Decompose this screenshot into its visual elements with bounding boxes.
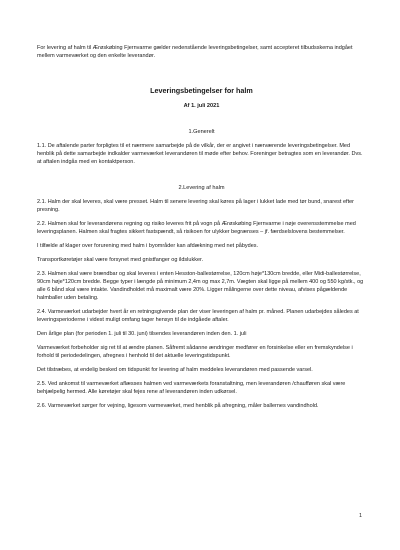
section-delivery bbox=[37, 184, 366, 410]
paragraph-2-2-transport: Transportkøretøjer skal være forsynet med gnistfanger og ildslukker. bbox=[37, 257, 204, 263]
section-general bbox=[37, 128, 366, 166]
section-heading: 2.Levering af halm bbox=[178, 185, 225, 191]
paragraph-2-2-complaints: I tilfælde af klager over forurening med halm i byområder kan afdækning med net påbydes. bbox=[37, 243, 259, 249]
paragraph-2-4-annual-plan: Den årlige plan (for perioden 1. juli til 30. juni) tilsendes leverandøren inden den. 1. juli bbox=[37, 331, 247, 337]
paragraph-2-6: 2.6. Varmeværket sørger for vejning, ligesom varmeværket, med henblik på afregning, måler ballernes vandindhold. bbox=[37, 403, 319, 409]
document-date: Af 1. juli 2021 bbox=[183, 103, 220, 109]
intro-paragraph: For levering af halm til Ærøskøbing Fjernvarme gælder nedenstående leveringsbetingelser, samt accepteret tilbudsskema indgået mellem varmeværket og den enkelte leverandør. bbox=[37, 45, 353, 59]
paragraph-2-3: 2.3. Halmen skal være brændbar og skal leveres i enten Hesston-ballestørrelse, 120cm høje*130cm bredde, eller Midi-ballestørrelse, 90cm høje*120cm bredde. Begge typer i længde på minimum 2,4m og max 2,7m. Vægten skal ligge på mellem 400 og 550 kg/stk., og alle 6 bånd skal være intakte. Vandindholdet må maximalt være 20%. Ligger målingerne over dette niveau, afvises pågældende halmballer uden betaling. bbox=[37, 271, 364, 301]
section-heading: 1.Generelt bbox=[188, 129, 215, 135]
paragraph-2-5: 2.5. Ved ankomst til varmeværket aflæsses halmen ved varmeværkets foranstaltning, men leverandøren /chaufføren skal være behjælpelig hermed. Alle køretøjer skal fejes rene af leverandøren inden udkørsel. bbox=[37, 381, 346, 395]
paragraph-2-4: 2.4. Varmeværket udarbejder hvert år en retningsgivende plan der viser leveringen af halm pr. måned. Planen udarbejdes således at leveringsperioderne i videst muligt omfang tager hensyn til de indgåede aftaler. bbox=[37, 309, 359, 323]
document-title: Leveringsbetingelser for halm bbox=[150, 86, 253, 95]
paragraph-1-1: 1.1. De aftalende parter forpligtes til et nærmere samarbejde på de vilkår, der er angivet i nærværende leveringsbetingelser. Med henblik på dette samarbejde indkalder varmeværket leverandøren til møde efter behov. Foreninger betragtes som en leverandør. Dvs. at aftalen indgås med en kontaktperson. bbox=[37, 143, 363, 165]
paragraph-2-4-notice: Det tilstræbes, at endelig besked om tidspunkt for levering af halm meddeles leverandøren med passende varsel. bbox=[37, 367, 313, 373]
paragraph-2-4-changes: Varmeværket forbeholder sig ret til at ændre planen. Såfremt sådanne ændringer medfører en forsinkelse eller en fremskyndelse i forhold til periodedelingen, afregnes i henhold til det aktuelle leveringstidspunkt. bbox=[37, 345, 353, 359]
paragraph-2-1: 2.1. Halm der skal leveres, skal være presset. Halm til senere levering skal køres på lager i lukket lade med tør bund, snarest efter presning. bbox=[37, 199, 354, 213]
page-number: 1 bbox=[358, 513, 362, 519]
paragraph-2-2: 2.2. Halmen skal for leverandørens regning og risiko leveres frit på vogn på Ærøskøbing Fjernvarme i nøje overensstemmelse med leveringsplanen. Halmen skal fragtes sikkert fastspændt, så risikoen for ulykker begrænses – jf. færdselslovens bestemmelser. bbox=[37, 221, 356, 235]
